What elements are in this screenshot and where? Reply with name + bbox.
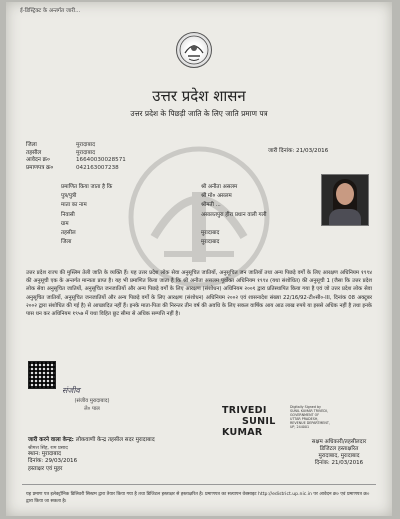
up-state-emblem-icon (176, 32, 212, 68)
top-note: ई-डिस्ट्रिक्ट के अन्तर्गत जारी... (20, 8, 81, 14)
certificate-body-text: उत्तर प्रदेश राज्य की मुस्लिम तेली जाति के व्यक्ति हैं। यह उत्तर प्रदेश लोक सेवा अनुसूचित जातियों, अनुसूचित जन जातियों तथा अन्य पिछड़े वर्गों के लिए आरक्षण अधिनियम १९९४ की अनुसूची एक के अन्तर्गत मान्यता प्राप्त है। यह भी प्रमाणित किया जाता है कि श्री अनीता असलम पूर्वोक्त अधिनियम १९९४ (यथा संशोधित) की अनुसूची 1 (जैसा कि उत्तर प्रदेश लोक सेवा अनुसूचित जातियों, अनुसूचित जनजातियों और अन्य पिछड़े वर्गों के लिए आरक्षण (संशोधन) अधिनियम २००१ द्वारा प्रतिस्थापित किया गया है एवं जो उत्तर प्रदेश लोक सेवा अनुसूचित जातियों, अनुसूचित जनजातियों और अन्य पिछड़े वर्गों के लिए आरक्षण (संशोधन) अधिनियम २००२ एवं शासनादेश संख्या 22/16/92-टी०सी०-III, दिनांक 08 अक्टूबर २००२ द्वारा संशोधित की गई है) से आच्छादित नहीं हैं। इनके माता-पिता की निरन्तर तीन वर्ष की अवधि के लिए सकल वार्षिक आय आठ लाख रुपये या इससे अधिक नहीं है तथा इनके पास धन कर अधिनियम १९५७ में यथा विहित छूट सीमा से अधिक सम्पत्ति नहीं है। (26, 270, 372, 318)
detail-row: निवासी असालतपुरा हीरा प्रधान वाली गली (61, 211, 267, 218)
digital-signature: TRIVEDI SUNIL KUMAR Digitally Signed by SUNIL KUMAR TRIVEDI, GOVERNMENT OF UTTAR PRADESH, REVENUE DEPARTMENT, UP, 244001 (222, 405, 330, 438)
certificate-number: 042163007238 (76, 164, 119, 171)
detail-row: तहसील मुरादाबाद (61, 229, 220, 236)
left-signature (62, 385, 122, 412)
page-subtitle: उत्तर प्रदेश के पिछड़ी जाति के लिए जाति प्रमाण पत्र (130, 109, 268, 118)
officer-date: दिनांक: 21/03/2016 (314, 460, 364, 466)
date-value: 29/03/2016 (44, 458, 78, 465)
page-title: उत्तर प्रदेश शासन (152, 87, 246, 105)
detail-row: माता का नाम श्रीमती ... (61, 202, 221, 209)
tehsil-value: मुरादाबाद (76, 149, 96, 156)
qr-code-icon (28, 361, 56, 389)
detail-row: जिला मुरादाबाद (61, 239, 220, 246)
application-number: 16640030028571 (76, 157, 126, 163)
applicant-photo (321, 174, 369, 226)
place-value: मुरादाबाद (41, 450, 61, 457)
detail-row: प्रमाणित किया जाता है कि श्री अनीता असलम (61, 184, 238, 190)
officer-signature: सक्षम अधिकारी/तहसीलदार डिजिटल हस्ताक्षरित मुरादाबाद, मुरादाबाद दिनांक: 21/03/2016 (294, 439, 384, 467)
issue-date: जारी दिनांक: 21/03/2016 (268, 148, 329, 154)
detail-row: पुत्र/पुत्री श्री मो० असलम (61, 193, 232, 200)
applicant-details (61, 183, 301, 247)
footer-divider (22, 484, 376, 485)
signatory-role: ले० पाल (84, 406, 100, 412)
signature-scribble: संजीव (62, 386, 80, 395)
signatory-name: (संजीव मुरादाबाद) (74, 398, 110, 404)
certificate-meta: जिला मुरादाबाद तहसील मुरादाबाद आवेदन क्र० 16640030028571 प्रमाणपत्र क्र० 042163007238 (26, 142, 126, 171)
detail-row: ग्राम (61, 220, 69, 227)
footer-note: यह प्रमाण पत्र इलेक्ट्रॉनिक डिलिवरी सिस्टम द्वारा तैयार किया गया है तथा डिजिटल हस्ताक्षर से हस्ताक्षरित है। प्रमाणपत्र का सत्यापन वेबसाइट http://edistrict.up.nic.in पर आवेदन क्र० एवं प्रमाणपत्र क्र० द्वारा किया जा सकता है। (26, 492, 370, 504)
issuing-center-block: जारी करने वाला केन्द्र: लोकवाणी केन्द्र तहसील सदर मुरादाबाद श्रीमत्त सिंह, राम प्रसाद स्थान: मुरादाबाद दिनांक: 29/03/2016 हस्ताक्षर एवं मुहर (28, 437, 155, 472)
district-value: मुरादाबाद (76, 142, 96, 148)
certificate-page (6, 2, 392, 516)
digital-signature-detail: Digitally Signed by SUNIL KUMAR TRIVEDI, GOVERNMENT OF UTTAR PRADESH, REVENUE DEPARTMENT, UP, 244001 (290, 405, 330, 429)
